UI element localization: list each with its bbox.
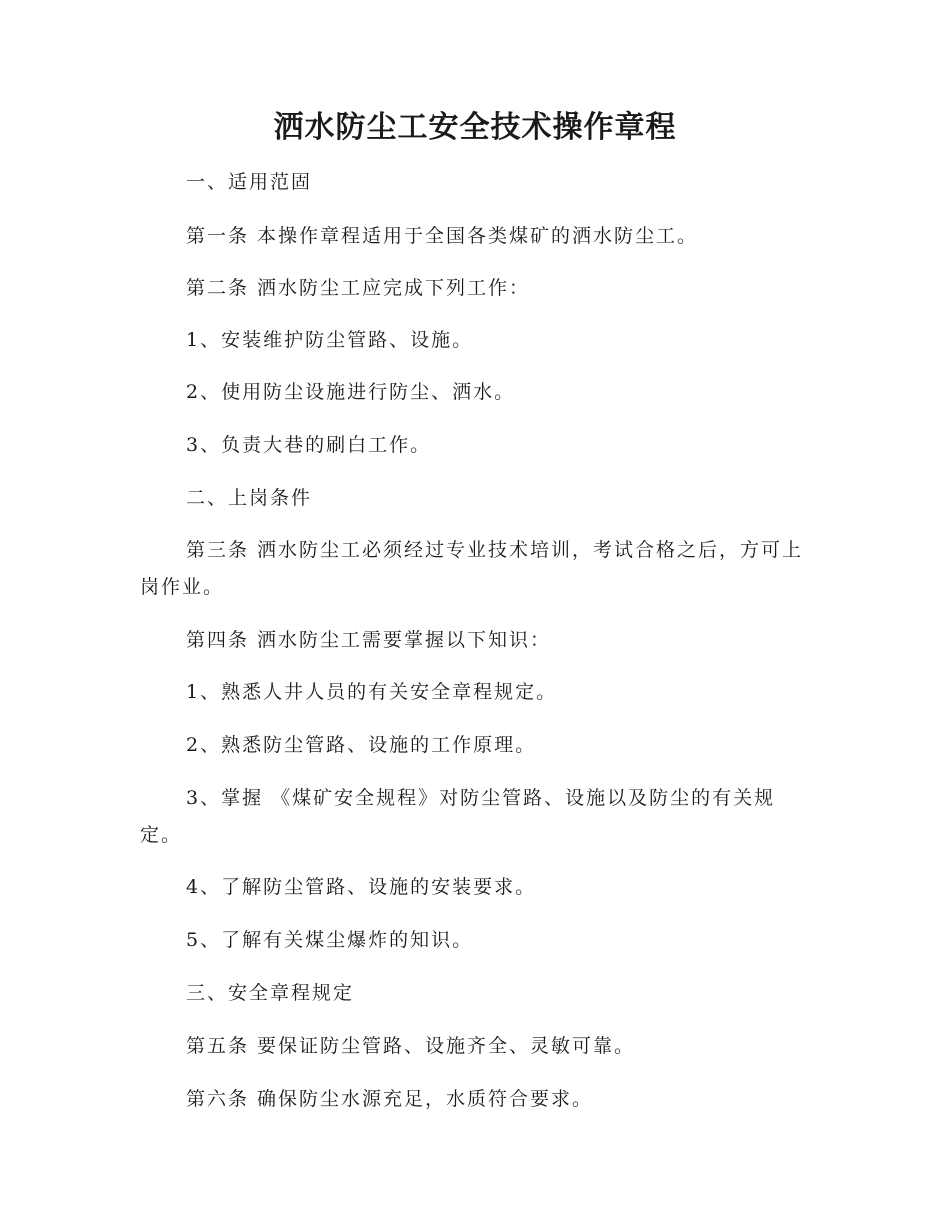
list-item: 5、了解有关煤尘爆炸的知识。: [186, 929, 474, 951]
article-1: 第一条 本操作章程适用于全国各类煤矿的洒水防尘工。: [186, 225, 699, 247]
list-item: 4、了解防尘管路、设施的安装要求。: [186, 876, 537, 898]
section-heading-qualification: 二、上岗条件: [186, 487, 313, 509]
document-title: 洒水防尘工安全技术操作章程: [273, 110, 677, 145]
section-heading-safety: 三、安全章程规定: [186, 982, 355, 1004]
article-6: 第六条 确保防尘水源充足，水质符合要求。: [186, 1088, 594, 1110]
section-heading-scope: 一、适用范固: [186, 171, 313, 193]
list-item: 2、熟悉防尘管路、设施的工作原理。: [186, 734, 537, 756]
list-item: 1、安装维护防尘管路、设施。: [186, 329, 474, 351]
list-item: 1、熟悉人井人员的有关安全章程规定。: [186, 681, 558, 703]
article-3: 第三条 洒水防尘工必须经过专业技术培训，考试合格之后，方可上岗作业。: [140, 539, 804, 598]
article-4: 第四条 洒水防尘工需要掌握以下知识：: [186, 629, 552, 651]
article-2: 第二条 洒水防尘工应完成下列工作：: [186, 277, 531, 299]
list-item: 3、负责大巷的刷白工作。: [186, 434, 432, 456]
list-item: 2、使用防尘设施进行防尘、洒水。: [186, 381, 516, 403]
list-item: 3、掌握 《煤矿安全规程》对防尘管路、设施以及防尘的有关规定。: [140, 787, 776, 846]
article-5: 第五条 要保证防尘管路、设施齐全、灵敏可靠。: [186, 1035, 636, 1057]
